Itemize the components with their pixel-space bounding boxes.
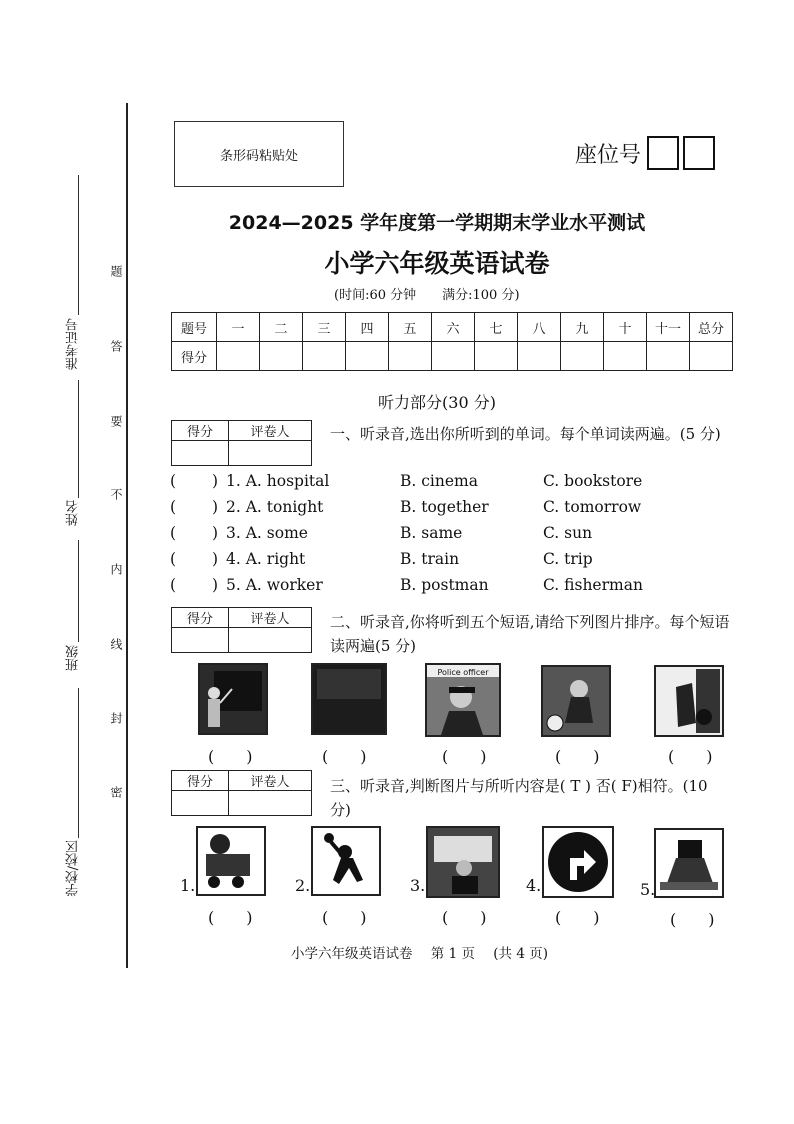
grader-score-label: 得分 <box>172 421 229 441</box>
footer-title: 小学六年级英语试卷 <box>291 946 413 962</box>
class-line <box>78 540 79 642</box>
option-b: B. together <box>400 498 489 516</box>
listening-header: 听力部分(30 分) <box>378 393 496 412</box>
seal-char: 不 <box>109 488 123 500</box>
seat-box[interactable] <box>647 136 679 170</box>
answer-bracket[interactable]: ( ) <box>555 747 600 766</box>
picture-person-at-window <box>426 826 500 898</box>
option-c: C. trip <box>543 550 593 568</box>
barcode-area: 条形码粘贴处 <box>174 121 344 187</box>
answer-bracket[interactable]: ( ) <box>322 747 367 766</box>
exam-subtitle: (时间:60 分钟 满分:100 分) <box>334 288 520 303</box>
grader-reviewer-label: 评卷人 <box>229 421 312 441</box>
table-cell: 九 <box>561 313 604 342</box>
answer-bracket[interactable]: ( ) <box>322 908 367 927</box>
section3-title: 三、听录音,判断图片与所听内容是( T ) 否( F)相符。(10 分) <box>330 777 708 819</box>
section2-title: 二、听录音,你将听到五个短语,请给下列图片排序。每个短语读两遍(5 分) <box>330 613 730 655</box>
picture-boy-playing-football <box>541 665 611 737</box>
grader-score-cell[interactable] <box>172 441 229 466</box>
grader-reviewer-cell[interactable] <box>229 628 312 653</box>
answer-bracket[interactable]: ( ) <box>208 747 253 766</box>
score-table-score-row <box>172 342 733 371</box>
grader-box <box>171 607 312 653</box>
table-cell: 二 <box>260 313 303 342</box>
paper-title: 小学六年级英语试卷 <box>324 249 550 278</box>
answer-bracket[interactable]: ( ) <box>442 908 487 927</box>
option-b: B. train <box>400 550 460 568</box>
score-cell[interactable] <box>518 342 561 371</box>
option-c: C. sun <box>543 524 593 542</box>
picture-train <box>196 826 266 896</box>
seal-char: 密 <box>109 786 123 798</box>
picture-number: 2. <box>295 876 311 895</box>
answer-bracket[interactable]: ( <box>170 472 177 490</box>
seal-char: 要 <box>109 415 123 427</box>
class-label: 班级 <box>66 645 81 671</box>
seat-label: 座位号 <box>575 142 642 168</box>
table-cell: 三 <box>303 313 346 342</box>
score-cell[interactable] <box>690 342 733 371</box>
picture-number: 3. <box>410 876 426 895</box>
picture-number: 1. <box>180 876 196 895</box>
score-cell[interactable] <box>475 342 518 371</box>
score-table <box>171 312 733 371</box>
grader-score-cell[interactable] <box>172 791 229 816</box>
answer-bracket[interactable]: ( <box>170 524 177 542</box>
picture-teacher-blackboard <box>198 663 268 735</box>
table-cell: 十一 <box>647 313 690 342</box>
picture-person-at-door <box>654 665 724 737</box>
option-a: A. right <box>245 550 306 568</box>
score-cell[interactable] <box>647 342 690 371</box>
turn-right-sign-icon <box>542 826 614 898</box>
table-cell: 八 <box>518 313 561 342</box>
page-footer <box>0 942 794 962</box>
score-cell[interactable] <box>432 342 475 371</box>
grader-reviewer-label: 评卷人 <box>229 608 312 628</box>
option-c: C. tomorrow <box>543 498 642 516</box>
answer-bracket[interactable]: ( ) <box>670 910 715 929</box>
seal-char: 封 <box>109 712 123 724</box>
name-label: 姓名 <box>66 500 81 526</box>
section1-title: 一、听录音,选出你所听到的单词。每个单词读两遍。(5 分) <box>330 425 721 443</box>
seat-box[interactable] <box>683 136 715 170</box>
score-table-header-row <box>172 313 733 342</box>
grader-score-label: 得分 <box>172 771 229 791</box>
footer-total: (共 4 页) <box>493 946 548 962</box>
score-cell[interactable] <box>260 342 303 371</box>
option-b: B. postman <box>400 576 489 594</box>
table-cell: 四 <box>346 313 389 342</box>
score-cell[interactable] <box>604 342 647 371</box>
picture-cartoon-building <box>654 828 724 898</box>
option-b: B. same <box>400 524 463 542</box>
table-cell: 十 <box>604 313 647 342</box>
option-b: B. cinema <box>400 472 478 490</box>
table-cell: 题号 <box>172 313 217 342</box>
grader-reviewer-label: 评卷人 <box>229 771 312 791</box>
option-c: C. bookstore <box>543 472 643 490</box>
table-cell: 一 <box>217 313 260 342</box>
option-a: A. some <box>245 524 308 542</box>
option-a: A. hospital <box>245 472 330 490</box>
exam-id-label: 准考证号 <box>66 318 81 370</box>
grader-box <box>171 420 312 466</box>
seal-char: 内 <box>109 563 123 575</box>
seat-number <box>575 136 715 170</box>
table-cell: 得分 <box>172 342 217 371</box>
seal-char: 题 <box>109 265 123 277</box>
answer-bracket[interactable]: ( <box>170 498 177 516</box>
picture-dark-scene <box>311 663 387 735</box>
school-line <box>78 688 79 838</box>
grader-score-cell[interactable] <box>172 628 229 653</box>
exam-title: 2024—2025 学年度第一学期期末学业水平测试 <box>228 212 646 234</box>
table-cell: 五 <box>389 313 432 342</box>
score-cell[interactable] <box>389 342 432 371</box>
table-cell: 七 <box>475 313 518 342</box>
picture-number: 5. <box>640 880 656 899</box>
option-a: A. tonight <box>245 498 324 516</box>
answer-bracket[interactable]: ( ) <box>668 747 713 766</box>
score-cell[interactable] <box>561 342 604 371</box>
answer-bracket[interactable]: ( <box>170 576 177 594</box>
answer-bracket[interactable]: ( <box>170 550 177 568</box>
score-cell[interactable] <box>303 342 346 371</box>
police-caption: Police officer <box>437 668 489 677</box>
school-label: 学校/校区 <box>66 840 81 897</box>
table-cell: 总分 <box>690 313 733 342</box>
answer-bracket[interactable]: ( ) <box>208 908 253 927</box>
picture-basketball-player <box>311 826 381 896</box>
score-cell[interactable] <box>217 342 260 371</box>
grader-box <box>171 770 312 816</box>
picture-police-officer <box>425 663 501 737</box>
grader-score-label: 得分 <box>172 608 229 628</box>
grader-reviewer-cell[interactable] <box>229 791 312 816</box>
picture-number: 4. <box>526 876 542 895</box>
option-c: C. fisherman <box>543 576 643 594</box>
answer-bracket[interactable]: ( ) <box>555 908 600 927</box>
footer-page: 第 1 页 <box>430 946 475 962</box>
seal-char: 答 <box>109 340 123 352</box>
option-a: A. worker <box>245 576 323 594</box>
grader-reviewer-cell[interactable] <box>229 441 312 466</box>
answer-bracket[interactable]: ( ) <box>442 747 487 766</box>
score-cell[interactable] <box>346 342 389 371</box>
table-cell: 六 <box>432 313 475 342</box>
seal-char: 线 <box>109 638 123 650</box>
